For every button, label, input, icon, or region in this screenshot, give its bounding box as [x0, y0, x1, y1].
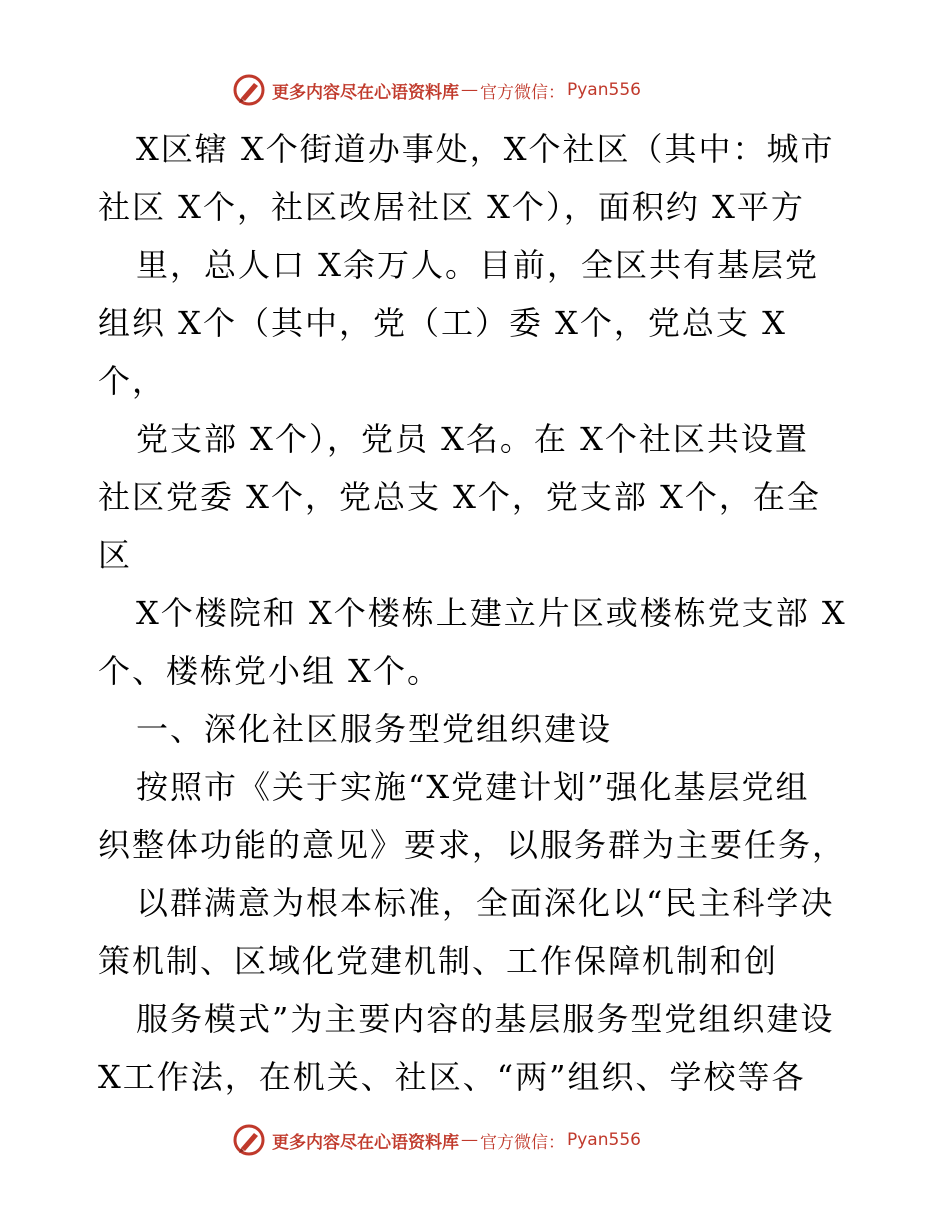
- watermark-wechat-label: 官方微信：: [480, 1132, 565, 1153]
- text-line: 社区 X个，社区改居社区 X个），面积约 X平方: [98, 188, 805, 226]
- section-heading: 一、深化社区服务型党组织建设: [136, 710, 613, 748]
- text-line: X个楼院和 X个楼栋上建立片区或楼栋党支部 X: [136, 594, 847, 632]
- text-line: 按照市《关于实施“X党建计划”强化基层党组: [136, 768, 810, 806]
- watermark-header: [232, 72, 712, 108]
- text-line: 党支部 X个），党员 X名。在 X个社区共设置: [136, 420, 809, 458]
- text-line: 织整体功能的意见》要求，以服务群为主要任务，: [98, 826, 847, 864]
- text-line: X区辖 X个街道办事处，X个社区（其中：城市: [136, 130, 835, 168]
- text-line: X工作法，在机关、社区、“两”组织、学校等各: [98, 1058, 806, 1096]
- text-line: 区: [98, 536, 133, 574]
- watermark-wechat-id: Pyan556: [567, 1130, 641, 1150]
- text-line: 策机制、区域化党建机制、工作保障机制和创: [98, 942, 779, 980]
- text-line: 个、楼栋党小组 X个。: [98, 652, 441, 690]
- text-line: 社区党委 X个，党总支 X个，党支部 X个，在全: [98, 478, 821, 516]
- text-line: 里，总人口 X余万人。目前，全区共有基层党: [136, 246, 819, 284]
- watermark-separator: —: [461, 80, 478, 100]
- watermark-wechat-label: 官方微信：: [480, 82, 565, 103]
- pen-logo-icon: [232, 1123, 266, 1157]
- text-line: 组织 X个（其中，党（工）委 X个，党总支 X: [98, 304, 787, 342]
- pen-logo-icon: [232, 73, 266, 107]
- watermark-main-text: 更多内容尽在心语资料库: [272, 1132, 459, 1153]
- text-line: 以群满意为根本标准，全面深化以“民主科学决: [136, 884, 835, 922]
- document-body: [98, 120, 868, 1106]
- watermark-separator: —: [461, 1130, 478, 1150]
- text-line: 个，: [98, 362, 167, 400]
- watermark-main-text: 更多内容尽在心语资料库: [272, 82, 459, 103]
- watermark-footer: [232, 1122, 712, 1158]
- text-line: 服务模式”为主要内容的基层服务型党组织建设: [136, 1000, 835, 1038]
- watermark-wechat-id: Pyan556: [567, 80, 641, 100]
